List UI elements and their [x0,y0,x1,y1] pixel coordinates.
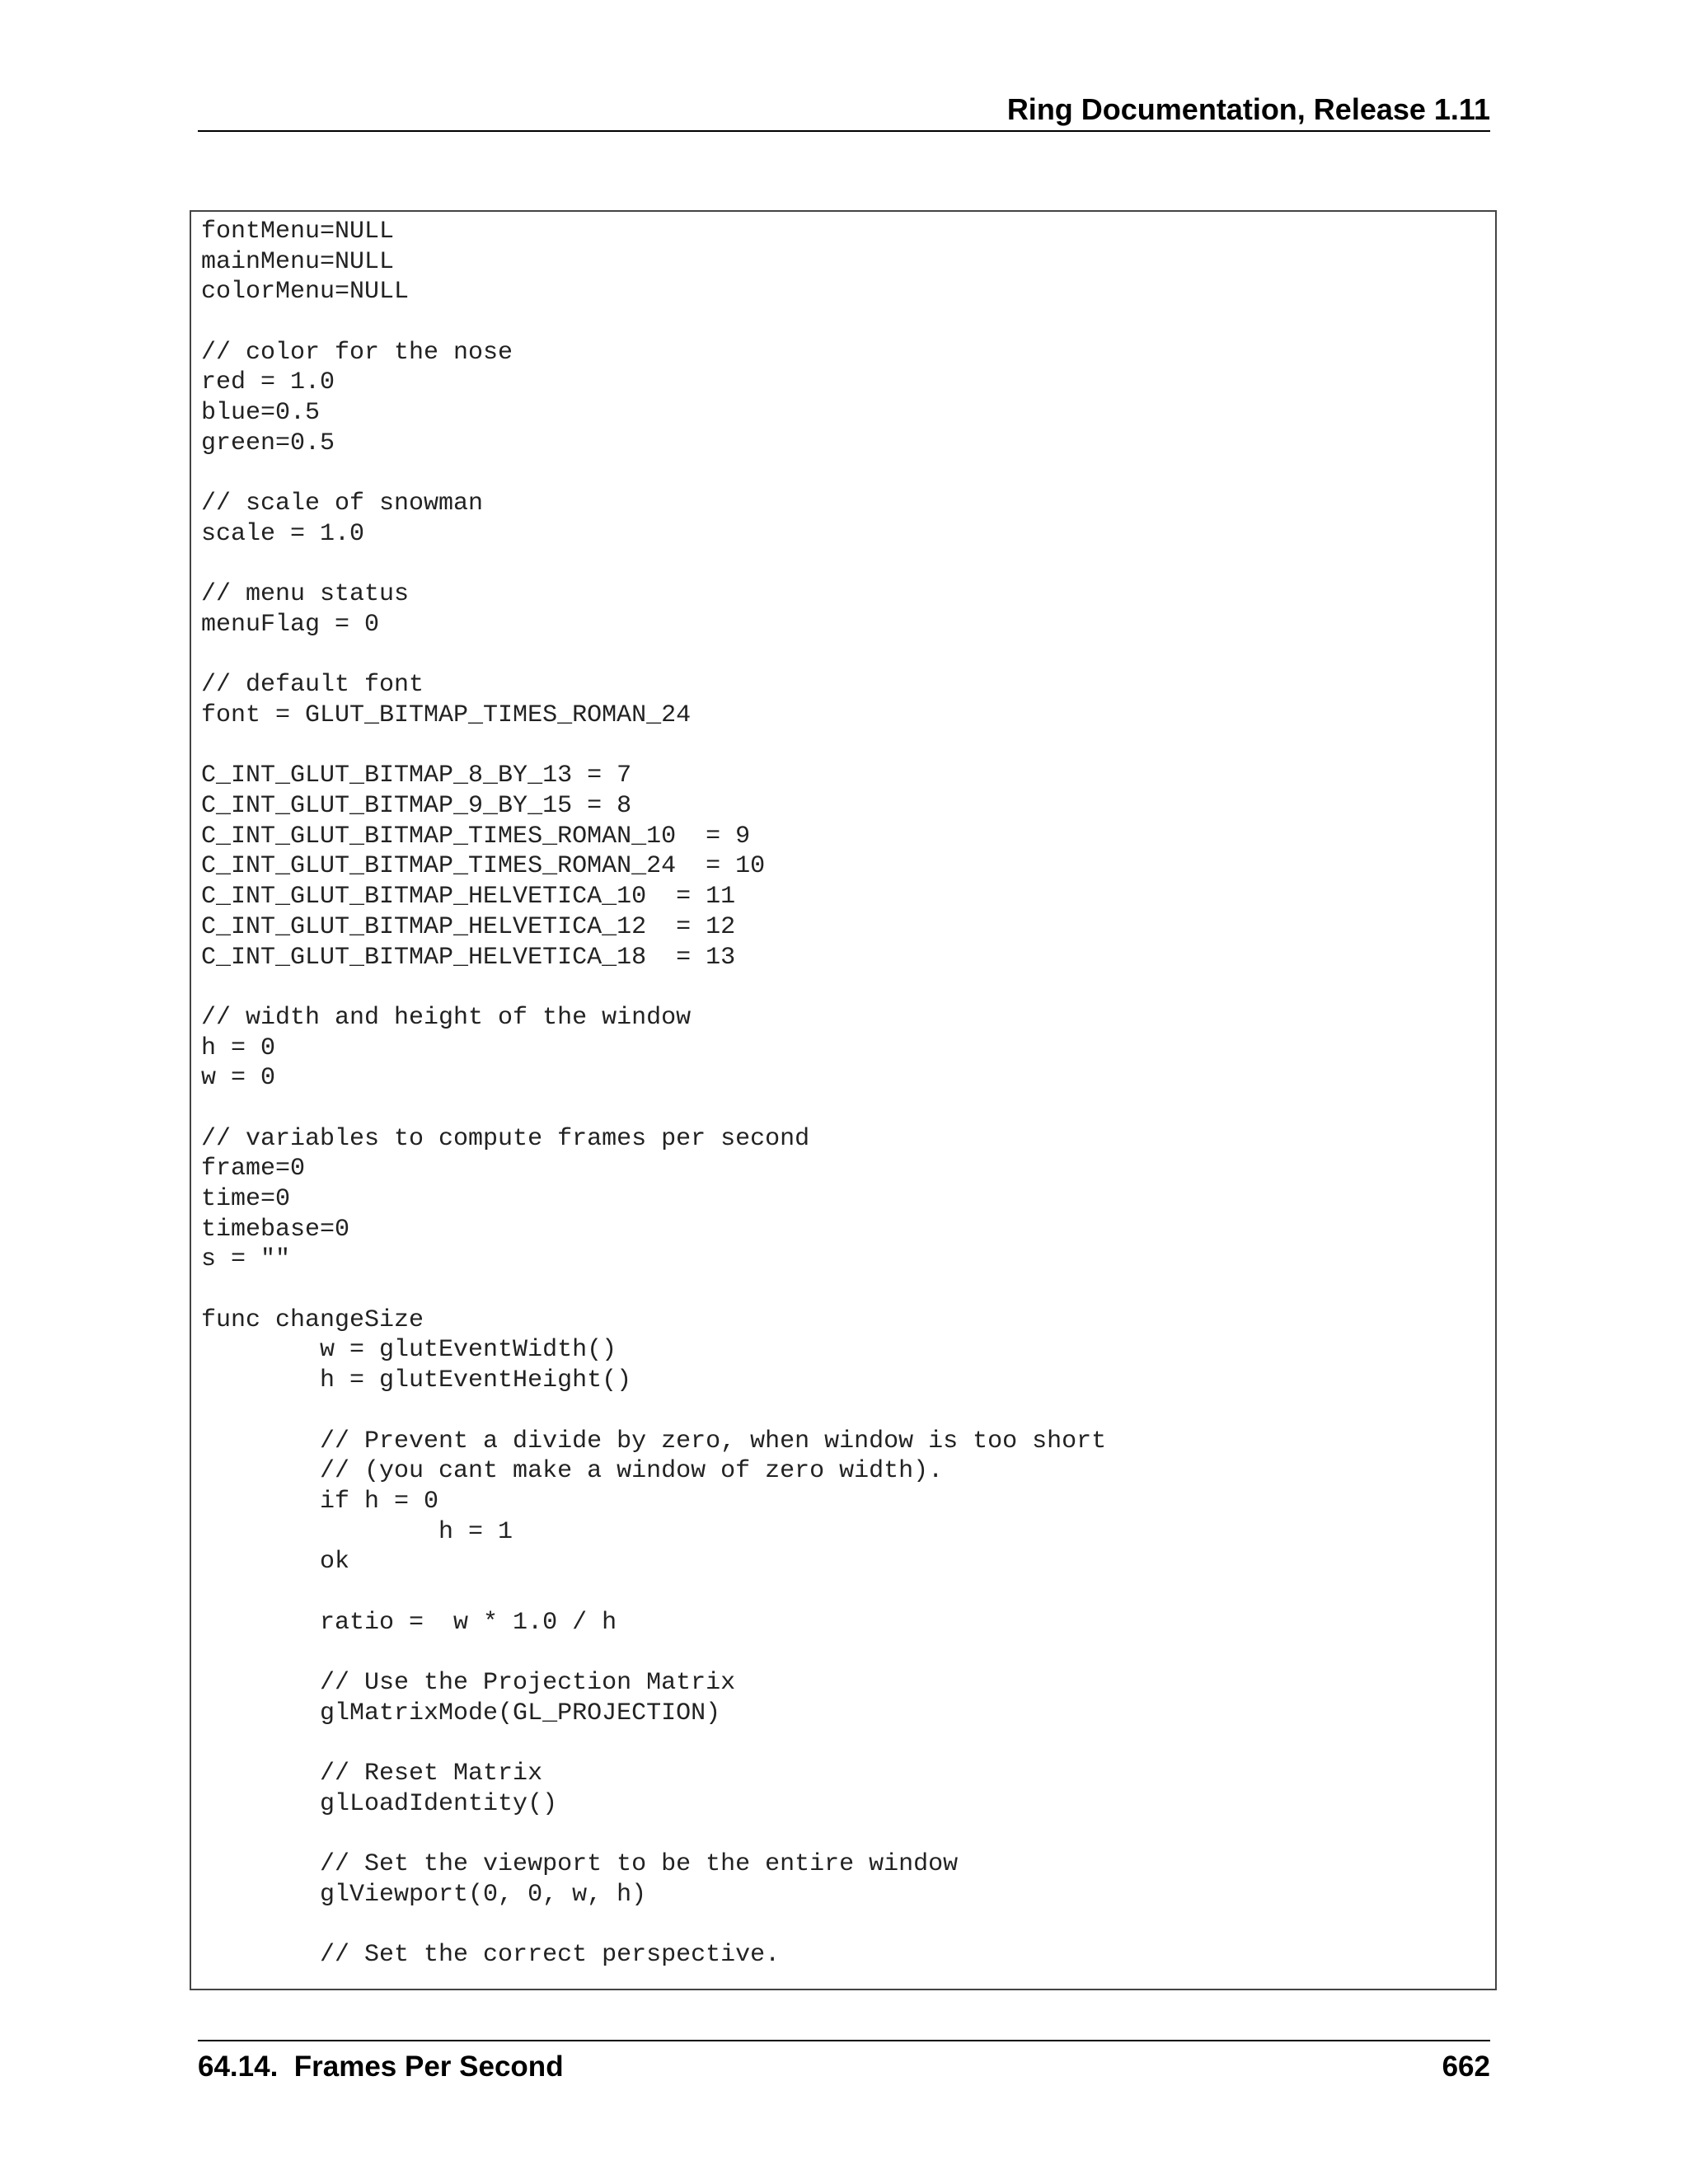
code-line: // default font [201,671,424,700]
code-line [201,1819,1106,1849]
code-line: blue=0.5 [201,399,321,428]
code-line [201,1910,1106,1941]
code-line: ratio = w * 1.0 / h [201,1608,617,1637]
code-line: menuFlag = 0 [201,610,380,639]
code-line: // Reset Matrix [201,1760,543,1788]
code-line [201,1638,1106,1668]
code-line: frame=0 [201,1155,306,1183]
code-line [201,307,1106,338]
code-line [201,972,1106,1003]
code-line [201,550,1106,580]
code-line: // Set the correct perspective. [201,1941,781,1970]
code-line: s = "" [201,1245,291,1274]
code-block [190,210,1497,1990]
code-line: scale = 1.0 [201,519,365,548]
code-line: glViewport(0, 0, w, h) [201,1880,647,1909]
code-line: C_INT_GLUT_BITMAP_HELVETICA_10 = 11 [201,883,736,912]
code-line: // Use the Projection Matrix [201,1669,736,1697]
code-line: w = 0 [201,1064,276,1093]
code-line: mainMenu=NULL [201,247,395,276]
code-line: // Set the viewport to be the entire window [201,1850,959,1879]
code-line: colorMenu=NULL [201,278,410,307]
code-line: green=0.5 [201,429,335,457]
code-line: C_INT_GLUT_BITMAP_9_BY_15 = 8 [201,792,632,821]
code-line: font = GLUT_BITMAP_TIMES_ROMAN_24 [201,701,692,729]
code-line [201,459,1106,490]
code-line: C_INT_GLUT_BITMAP_HELVETICA_18 = 13 [201,943,736,972]
code-line [201,731,1106,762]
page-number: 662 [1442,2050,1490,2083]
code-line: C_INT_GLUT_BITMAP_TIMES_ROMAN_24 = 10 [201,852,766,881]
section-title: 64.14. Frames Per Second [198,2050,564,2083]
code-line: time=0 [201,1185,291,1213]
code-line: // (you cant make a window of zero width). [201,1457,944,1486]
code-line [201,640,1106,671]
code-line: h = glutEventHeight() [201,1366,632,1395]
code-line [201,1275,1106,1305]
code-line: func changeSize [201,1305,424,1334]
code-lines [201,217,1106,1971]
code-line: glLoadIdentity() [201,1789,558,1818]
document-title: Ring Documentation, Release 1.11 [1006,92,1490,126]
code-line: C_INT_GLUT_BITMAP_HELVETICA_12 = 12 [201,912,736,941]
code-line: // color for the nose [201,338,513,367]
code-line: // variables to compute frames per second [201,1124,810,1153]
code-line: if h = 0 [201,1487,439,1516]
code-line: // menu status [201,580,410,609]
code-line: ok [201,1548,350,1577]
code-line: red = 1.0 [201,368,335,397]
code-line: C_INT_GLUT_BITMAP_8_BY_13 = 7 [201,762,632,790]
code-line [201,1094,1106,1124]
code-line: timebase=0 [201,1215,350,1244]
page-header [198,92,1490,132]
code-line: C_INT_GLUT_BITMAP_TIMES_ROMAN_10 = 9 [201,822,751,851]
page-footer [198,2040,1490,2091]
code-line [201,1396,1106,1427]
code-line [201,1728,1106,1759]
code-line: glMatrixMode(GL_PROJECTION) [201,1699,721,1727]
code-line: w = glutEventWidth() [201,1336,617,1365]
code-line: fontMenu=NULL [201,218,395,246]
code-line: h = 1 [201,1517,513,1546]
code-line: h = 0 [201,1033,276,1062]
code-line: // scale of snowman [201,490,484,518]
code-line [201,1577,1106,1608]
code-line: // Prevent a divide by zero, when window is too short [201,1427,1107,1455]
code-line: // width and height of the window [201,1003,692,1032]
